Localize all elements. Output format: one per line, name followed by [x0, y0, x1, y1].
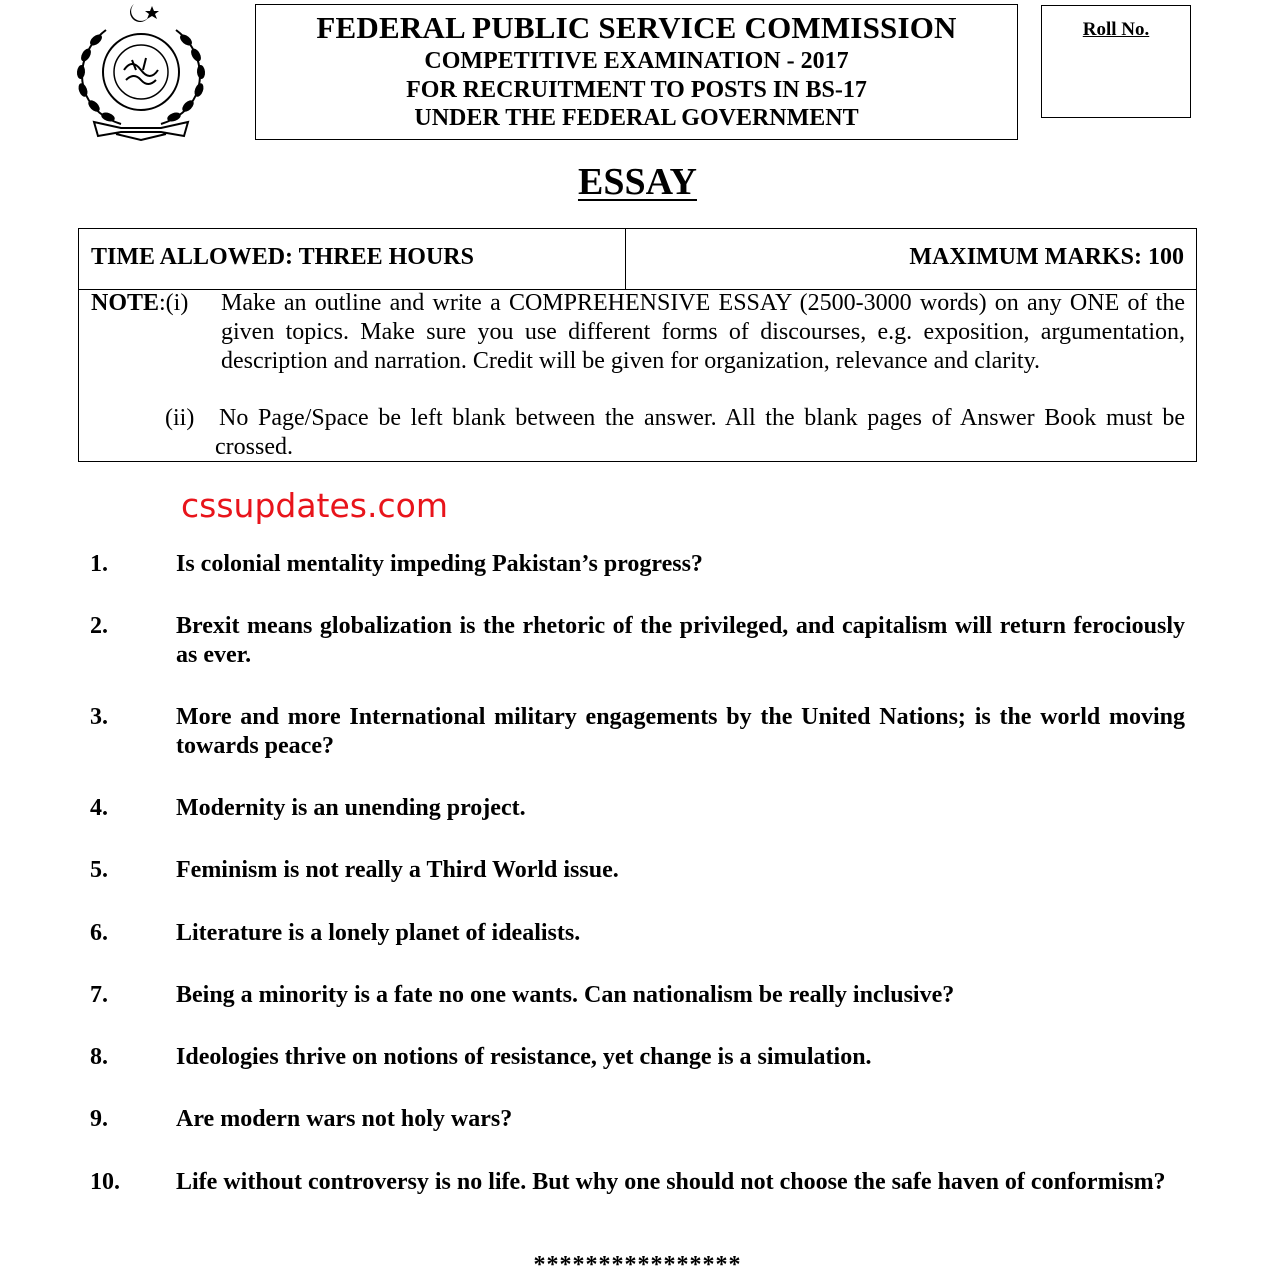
note-ii-text [215, 404, 1185, 462]
question-number: 9. [90, 1106, 108, 1132]
commission-name: FEDERAL PUBLIC SERVICE COMMISSION [316, 10, 957, 45]
question-number: 5. [90, 857, 108, 883]
note-ii-number: (ii) [165, 405, 195, 431]
question-number: 8. [90, 1044, 108, 1070]
fpsc-emblem-icon [66, 0, 216, 145]
question-text: Is colonial mentality impeding Pakistan’s progress? [176, 551, 703, 577]
question-text: Literature is a lonely planet of idealists. [176, 920, 581, 946]
question-number: 3. [90, 704, 108, 730]
exam-header [255, 4, 1018, 140]
time-allowed: TIME ALLOWED: THREE HOURS [91, 244, 474, 270]
question-number: 4. [90, 795, 108, 821]
exam-name: COMPETITIVE EXAMINATION - 2017 [424, 48, 849, 74]
government-line: UNDER THE FEDERAL GOVERNMENT [414, 105, 859, 131]
recruitment-line: FOR RECRUITMENT TO POSTS IN BS-17 [406, 76, 867, 103]
question-number: 6. [90, 920, 108, 946]
question-number: 7. [90, 982, 108, 1008]
note-i-text: Make an outline and write a COMPREHENSIVE ESSAY (2500-3000 words) on any ONE of the given topics. Make sure you use different forms of discourses, e.g. exposition, argumentation, description and narration. Credit will be given for organization, relevance and clarity. [221, 290, 1185, 374]
question-text: Modernity is an unending project. [176, 795, 526, 821]
watermark-text: cssupdates.com [181, 486, 448, 525]
info-row [79, 229, 1196, 290]
question-number: 2. [90, 613, 108, 639]
roll-number-label: Roll No. [1082, 19, 1150, 40]
question-number: 10. [90, 1169, 120, 1195]
maximum-marks: MAXIMUM MARKS: 100 [909, 244, 1184, 270]
question-text: Life without controversy is no life. But why one should not choose the safe haven of conformism? [176, 1169, 1166, 1195]
question-text: Feminism is not really a Third World issue. [176, 857, 619, 883]
question-text: More and more International military engagements by the United Nations; is the world moving towards peace? [176, 704, 1185, 759]
note-label-text: NOTE [91, 290, 160, 316]
end-marker: **************** [533, 1252, 742, 1278]
note-ii-line1: No Page/Space be left blank between the answer. All the blank pages of Answer Book must be [219, 405, 1185, 431]
question-text: Are modern wars not holy wars? [176, 1106, 513, 1132]
question-number: 1. [90, 551, 108, 577]
exam-info-table [78, 228, 1197, 462]
question-text: Brexit means globalization is the rhetoric of the privileged, and capitalism will return ferociously as ever. [176, 613, 1185, 668]
question-text: Being a minority is a fate no one wants. Can nationalism be really inclusive? [176, 982, 955, 1008]
note-i-number: :(i) [159, 290, 189, 316]
question-text: Ideologies thrive on notions of resistance, yet change is a simulation. [176, 1044, 872, 1070]
page-title: ESSAY [577, 161, 697, 203]
note-ii-line2: crossed. [215, 434, 293, 460]
note-label [91, 289, 188, 318]
cell-divider [625, 229, 626, 289]
roll-number-box [1041, 5, 1191, 118]
